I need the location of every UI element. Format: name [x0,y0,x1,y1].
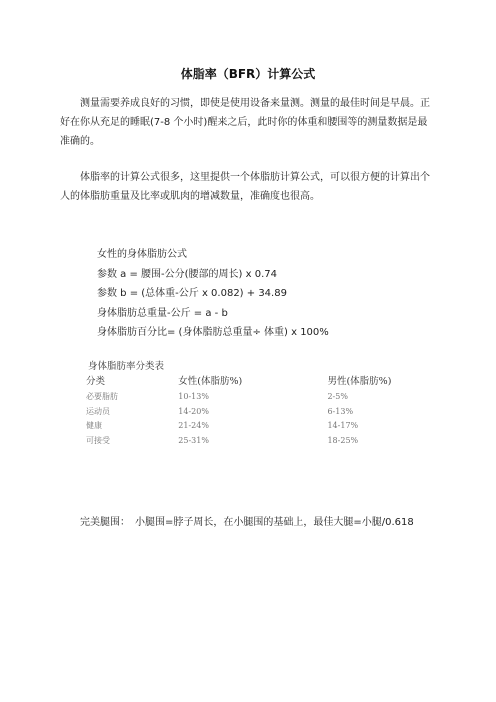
paragraph-formula-intro [60,168,432,206]
body-fat-table [86,359,406,448]
table-cell: 2-5% [327,392,348,401]
page-title: 体脂率（BFR）计算公式 [180,67,316,81]
table-row [86,434,406,449]
table-row [86,419,406,434]
table-header-row [86,374,406,390]
table-cell: 6-13% [327,406,354,416]
table-cell: 14-17% [327,421,359,430]
paragraph-text: 测量需要养成良好的习惯，即使是使用设备来量测。测量的最佳时间是早晨。正好在你从充足的睡眠(7-8 个小时)醒来之后，此时你的体重和腰围等的测量数据是最准确的。 [60,98,430,147]
paragraph-measurement [60,94,432,151]
table-cell: 必要脂肪 [86,392,118,401]
table-caption: 身体脂肪率分类表 [88,361,165,372]
formula-line: 参数 a = 腰围-公分(腰部的周长) x 0.74 [97,268,277,280]
paragraph-leg-circumference [60,513,436,532]
table-row [86,405,406,420]
paragraph-text: 体脂率的计算公式很多，这里提供一个体脂肪计算公式，可以很方便的计算出个人的体脂肪重量及比率或肌肉的增减数量，准确度也很高。 [60,172,430,202]
table-cell: 可接受 [86,435,110,445]
paragraph-text: 完美腿围： 小腿围=脖子周长，在小腿围的基础上，最佳大腿=小腿/0.618 [80,517,414,528]
formula-block [97,245,329,343]
table-cell: 健康 [86,421,102,430]
table-header-cell: 分类 [86,376,106,387]
formula-line: 参数 b = (总体重-公斤 x 0.082) + 34.89 [97,288,287,299]
formula-heading: 女性的身体脂肪公式 [97,249,187,260]
table-row [86,390,406,405]
table-cell: 14-20% [178,406,209,416]
table-header-cell: 男性(体脂肪%) [327,376,392,387]
table-cell: 21-24% [178,421,209,430]
table-cell: 运动员 [86,406,110,416]
table-header-cell: 女性(体脂肪%) [178,376,243,387]
table-cell: 18-25% [327,435,359,445]
formula-line: 身体脂肪百分比= (身体脂肪总重量÷ 体重) x 100% [97,327,329,338]
formula-line: 身体脂肪总重量-公斤 = a - b [97,307,228,319]
table-cell: 25-31% [178,435,209,445]
table-cell: 10-13% [178,392,209,401]
